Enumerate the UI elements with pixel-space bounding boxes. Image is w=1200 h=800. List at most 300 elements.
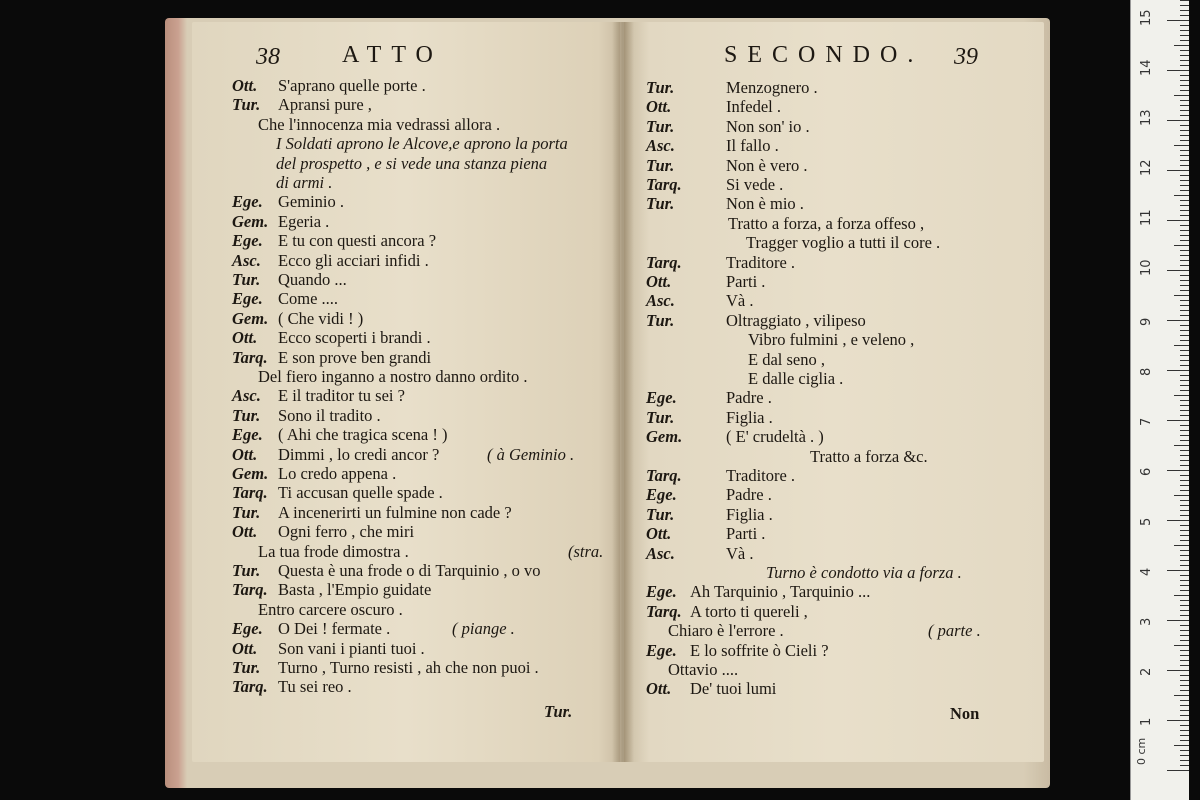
line-text: Traditore . xyxy=(726,252,796,272)
ruler-tick xyxy=(1174,145,1189,146)
ruler-tick xyxy=(1180,710,1189,711)
ruler-tick xyxy=(1180,5,1189,6)
line-text: Il fallo . xyxy=(726,136,779,156)
text-line xyxy=(232,270,347,290)
text-line xyxy=(232,192,344,212)
line-text: Infedel . xyxy=(726,97,781,117)
text-line xyxy=(748,350,825,370)
ruler-tick xyxy=(1174,645,1189,646)
ruler-tick xyxy=(1180,400,1189,401)
book-gutter xyxy=(612,22,634,762)
ruler-tick xyxy=(1180,105,1189,106)
ruler-number: 4 xyxy=(1139,567,1154,576)
catchword-left: Tur. xyxy=(544,702,573,721)
speaker-label: Ott. xyxy=(232,76,258,95)
ruler-tick xyxy=(1180,260,1189,261)
text-line xyxy=(646,156,808,176)
line-text: O Dei ! fermate . xyxy=(278,619,391,639)
line-text: Figlia . xyxy=(726,407,773,427)
ruler-tick xyxy=(1180,160,1189,161)
speaker-label: Tur. xyxy=(232,95,261,115)
speaker-label: Tur. xyxy=(232,270,261,289)
text-line xyxy=(232,251,429,271)
speaker-label: Tarq. xyxy=(232,580,268,600)
text-line xyxy=(646,505,773,525)
ruler-tick xyxy=(1180,730,1189,731)
ruler-tick xyxy=(1180,215,1189,216)
ruler-tick xyxy=(1167,470,1189,471)
line-text: Basta , l'Empio guidate xyxy=(278,580,432,600)
ruler-tick xyxy=(1180,575,1189,576)
text-line xyxy=(646,641,829,661)
speaker-label: Tur. xyxy=(232,405,261,425)
text-line xyxy=(232,425,448,445)
text-line xyxy=(232,309,363,329)
text-line xyxy=(646,78,818,98)
line-text: De' tuoi lumi xyxy=(690,679,777,699)
text-line xyxy=(232,503,512,523)
ruler-number: 1 xyxy=(1139,717,1154,726)
speaker-label: Ege. xyxy=(232,619,263,639)
speaker-label: Tarq. xyxy=(232,483,268,503)
line-text: E son prove ben grandi xyxy=(278,347,432,367)
ruler-number: 15 xyxy=(1139,9,1154,26)
line-text: E tu con questi ancora ? xyxy=(278,231,437,251)
speaker-label: Asc. xyxy=(646,136,675,156)
text-line xyxy=(646,408,773,428)
text-line xyxy=(232,464,396,484)
ruler-tick xyxy=(1167,170,1189,171)
speaker-label: Ott. xyxy=(232,638,258,658)
ruler-tick xyxy=(1180,535,1189,536)
text-line xyxy=(646,117,810,137)
ruler-tick xyxy=(1180,685,1189,686)
ruler-tick xyxy=(1180,705,1189,706)
ruler-tick xyxy=(1180,715,1189,716)
ruler-tick xyxy=(1180,430,1189,431)
speaker-label: Ott. xyxy=(232,328,258,348)
ruler-tick xyxy=(1180,15,1189,16)
ruler-number: 7 xyxy=(1139,417,1154,426)
speaker-label: Ege. xyxy=(232,289,263,309)
measuring-ruler xyxy=(1130,0,1189,800)
speaker-label: Tur. xyxy=(646,78,675,97)
text-line xyxy=(276,134,568,154)
line-text: Si vede . xyxy=(726,175,784,194)
ruler-tick xyxy=(1180,485,1189,486)
text-line xyxy=(646,136,779,156)
ruler-number: 2 xyxy=(1139,667,1154,676)
speaker-label: Tur. xyxy=(646,310,675,330)
text-line xyxy=(766,563,962,583)
line-text: A incenerirti un fulmine non cade ? xyxy=(278,502,512,522)
ruler-tick xyxy=(1180,190,1189,191)
ruler-tick xyxy=(1180,315,1189,316)
text-line xyxy=(646,582,870,602)
line-text: Tu sei reo . xyxy=(278,677,352,697)
right-page xyxy=(624,22,1044,762)
line-text: Turno , Turno resisti , ah che non puoi . xyxy=(278,658,539,677)
line-text: Và . xyxy=(726,291,754,311)
text-line xyxy=(232,619,515,639)
ruler-tick xyxy=(1180,140,1189,141)
ruler-number: 12 xyxy=(1139,159,1154,176)
text-line xyxy=(232,95,372,115)
ruler-tick xyxy=(1180,650,1189,651)
ruler-tick xyxy=(1180,125,1189,126)
text-line xyxy=(258,541,604,562)
line-text: Ah Tarquinio , Tarquinio ... xyxy=(690,582,871,602)
ruler-tick xyxy=(1174,695,1189,696)
ruler-tick xyxy=(1180,660,1189,661)
ruler-number: 14 xyxy=(1139,59,1154,76)
ruler-tick xyxy=(1180,475,1189,476)
line-text: Lo credo appena . xyxy=(278,464,397,483)
line-text: Traditore . xyxy=(726,466,796,485)
ruler-tick xyxy=(1180,185,1189,186)
line-text: Non è vero . xyxy=(726,155,808,175)
ruler-tick xyxy=(1180,355,1189,356)
ruler-tick xyxy=(1180,110,1189,111)
text-line xyxy=(646,544,754,564)
speaker-label: Asc. xyxy=(232,250,261,270)
ruler-tick xyxy=(1167,420,1189,421)
ruler-tick xyxy=(1180,500,1189,501)
ruler-tick xyxy=(1180,175,1189,176)
text-line xyxy=(232,561,540,581)
ruler-tick xyxy=(1167,220,1189,221)
line-text: Quando ... xyxy=(278,270,347,289)
line-text: Ogni ferro , che miri xyxy=(278,522,415,542)
ruler-tick xyxy=(1167,670,1189,671)
ruler-tick xyxy=(1180,405,1189,406)
ruler-tick xyxy=(1180,450,1189,451)
ruler-tick xyxy=(1180,135,1189,136)
ruler-tick xyxy=(1180,610,1189,611)
ruler-tick xyxy=(1174,395,1189,396)
line-text: Vibro fulmini , e veleno , xyxy=(748,330,915,350)
line-text: Padre . xyxy=(726,388,772,408)
text-line xyxy=(232,406,381,426)
line-text: Padre . xyxy=(726,485,772,505)
speaker-label: Asc. xyxy=(646,291,675,311)
text-line xyxy=(232,658,539,678)
line-text: Che l'innocenza mia vedrassi allora . xyxy=(258,114,501,134)
line-text: Ecco scoperti i brandi . xyxy=(278,328,431,348)
ruler-number: 11 xyxy=(1139,209,1154,226)
ruler-tick xyxy=(1180,0,1189,1)
ruler-tick xyxy=(1180,580,1189,581)
line-text: ( Ahi che tragica scena ! ) xyxy=(278,425,448,445)
ruler-tick xyxy=(1180,230,1189,231)
text-line xyxy=(232,328,431,348)
text-line xyxy=(646,427,824,447)
line-text: E lo soffrite ò Cieli ? xyxy=(690,640,829,660)
ruler-tick xyxy=(1180,340,1189,341)
ruler-tick xyxy=(1180,385,1189,386)
line-text: E dal seno , xyxy=(748,349,825,369)
text-line xyxy=(232,522,414,542)
ruler-tick xyxy=(1174,745,1189,746)
ruler-tick xyxy=(1180,465,1189,466)
speaker-label: Ege. xyxy=(232,425,263,445)
ruler-tick xyxy=(1180,410,1189,411)
ruler-tick xyxy=(1180,380,1189,381)
ruler-number: 9 xyxy=(1139,317,1154,326)
ruler-number: 8 xyxy=(1139,367,1154,376)
ruler-tick xyxy=(1180,200,1189,201)
ruler-tick xyxy=(1180,130,1189,131)
text-line xyxy=(646,175,783,195)
text-line xyxy=(232,76,426,96)
ruler-tick xyxy=(1180,75,1189,76)
line-text: Và . xyxy=(726,543,754,563)
text-line xyxy=(668,660,738,680)
text-line xyxy=(232,444,575,465)
catchword-right: Non xyxy=(950,704,980,723)
speaker-label: Tur. xyxy=(646,155,675,175)
ruler-tick xyxy=(1174,195,1189,196)
line-text: Dimmi , lo credi ancor ? xyxy=(278,444,440,464)
text-line xyxy=(646,602,808,622)
text-line xyxy=(232,212,329,232)
line-text: Turno è condotto via a forza . xyxy=(766,563,962,582)
ruler-tick xyxy=(1180,540,1189,541)
line-text: Parti . xyxy=(726,524,766,544)
ruler-number: 13 xyxy=(1139,109,1154,126)
ruler-tick xyxy=(1180,275,1189,276)
ruler-tick xyxy=(1180,515,1189,516)
speaker-label: Tarq. xyxy=(232,347,268,367)
ruler-tick xyxy=(1180,210,1189,211)
ruler-tick xyxy=(1167,320,1189,321)
ruler-tick xyxy=(1174,595,1189,596)
ruler-number: 5 xyxy=(1139,517,1154,526)
ruler-tick xyxy=(1180,60,1189,61)
ruler-tick xyxy=(1180,725,1189,726)
ruler-tick xyxy=(1180,425,1189,426)
ruler-tick xyxy=(1180,390,1189,391)
ruler-tick xyxy=(1180,30,1189,31)
line-text: ( E' crudeltà . ) xyxy=(726,427,824,447)
line-text: di armi . xyxy=(276,173,333,192)
ruler-tick xyxy=(1180,335,1189,336)
ruler-tick xyxy=(1180,525,1189,526)
text-line xyxy=(646,388,772,408)
ruler-tick xyxy=(1180,765,1189,766)
line-text: Figlia . xyxy=(726,504,773,524)
ruler-tick xyxy=(1180,350,1189,351)
text-line xyxy=(748,369,843,389)
line-text: Entro carcere oscuro . xyxy=(258,599,403,619)
ruler-tick xyxy=(1180,415,1189,416)
ruler-tick xyxy=(1180,480,1189,481)
ruler-number: 6 xyxy=(1139,467,1154,476)
ruler-tick xyxy=(1180,510,1189,511)
ruler-unit-label: 0 cm xyxy=(1135,737,1148,765)
left-page xyxy=(192,22,620,762)
ruler-tick xyxy=(1180,455,1189,456)
line-text: I Soldati aprono le Alcove,e aprono la porta xyxy=(276,134,568,154)
ruler-tick xyxy=(1180,755,1189,756)
ruler-tick xyxy=(1174,545,1189,546)
ruler-tick xyxy=(1180,165,1189,166)
text-line xyxy=(258,115,500,135)
ruler-tick xyxy=(1180,625,1189,626)
ruler-tick xyxy=(1180,300,1189,301)
speaker-label: Gem. xyxy=(232,308,269,328)
ruler-tick xyxy=(1180,240,1189,241)
speaker-label: Tur. xyxy=(232,502,261,522)
ruler-tick xyxy=(1180,115,1189,116)
ruler-tick xyxy=(1180,80,1189,81)
ruler-tick xyxy=(1180,435,1189,436)
speaker-label: Ott. xyxy=(646,272,672,291)
line-text: Ecco gli acciari infidi . xyxy=(278,250,429,270)
ruler-tick xyxy=(1167,720,1189,721)
text-line xyxy=(232,348,431,368)
speaker-label: Tarq. xyxy=(646,252,682,272)
line-text: Tragger voglio a tutti il core . xyxy=(746,233,941,253)
ruler-tick xyxy=(1180,205,1189,206)
ruler-tick xyxy=(1180,690,1189,691)
speaker-label: Ege. xyxy=(232,192,263,212)
ruler-tick xyxy=(1180,505,1189,506)
stage-direction: ( à Geminio . xyxy=(487,444,575,464)
ruler-tick xyxy=(1174,495,1189,496)
ruler-tick xyxy=(1174,45,1189,46)
text-line xyxy=(646,97,781,117)
ruler-tick xyxy=(1180,555,1189,556)
ruler-tick xyxy=(1180,225,1189,226)
text-line xyxy=(276,154,547,174)
ruler-tick xyxy=(1167,520,1189,521)
ruler-tick xyxy=(1180,305,1189,306)
page-number-right: 39 xyxy=(954,44,978,70)
line-text: Non è mio . xyxy=(726,194,804,214)
line-text: S'aprano quelle porte . xyxy=(278,76,426,95)
speaker-label: Gem. xyxy=(646,427,683,447)
speaker-label: Asc. xyxy=(646,543,675,563)
text-line xyxy=(276,173,332,193)
ruler-tick xyxy=(1180,630,1189,631)
text-line xyxy=(646,524,765,544)
text-line xyxy=(646,194,804,214)
text-line xyxy=(232,580,431,600)
ruler-tick xyxy=(1167,270,1189,271)
ruler-tick xyxy=(1180,615,1189,616)
speaker-label: Ege. xyxy=(646,582,677,602)
line-text: E il traditor tu sei ? xyxy=(278,386,405,406)
text-line xyxy=(746,233,940,253)
ruler-tick xyxy=(1180,700,1189,701)
ruler-tick xyxy=(1180,530,1189,531)
line-text: E dalle ciglia . xyxy=(748,369,844,388)
text-line xyxy=(728,214,924,234)
speaker-label: Tur. xyxy=(646,116,675,136)
speaker-label: Ege. xyxy=(646,388,677,408)
line-text: Ottavio .... xyxy=(668,660,739,679)
text-line xyxy=(646,485,772,505)
ruler-tick xyxy=(1180,310,1189,311)
text-line xyxy=(258,367,527,387)
text-line xyxy=(258,600,403,620)
speaker-label: Asc. xyxy=(232,386,261,406)
ruler-tick xyxy=(1180,155,1189,156)
ruler-tick xyxy=(1180,590,1189,591)
text-line xyxy=(646,466,795,486)
ruler-tick xyxy=(1180,585,1189,586)
line-text: Oltraggiato , vilipeso xyxy=(726,310,866,330)
speaker-label: Tarq. xyxy=(646,601,682,621)
line-text: ( Che vidi ! ) xyxy=(278,308,364,328)
text-line xyxy=(232,231,436,251)
ruler-tick xyxy=(1180,150,1189,151)
ruler-tick xyxy=(1180,285,1189,286)
ruler-tick xyxy=(1174,445,1189,446)
ruler-number: 10 xyxy=(1139,259,1154,276)
speaker-label: Tur. xyxy=(646,407,675,427)
line-text: Non son' io . xyxy=(726,116,810,136)
ruler-tick xyxy=(1167,570,1189,571)
line-text: Son vani i pianti tuoi . xyxy=(278,638,425,658)
line-text: Parti . xyxy=(726,272,766,291)
text-line xyxy=(232,483,443,503)
text-line xyxy=(232,386,405,406)
speaker-label: Ege. xyxy=(646,640,677,660)
speaker-label: Tarq. xyxy=(646,466,682,485)
stage-direction: (stra. xyxy=(568,541,604,561)
speaker-label: Ott. xyxy=(232,444,258,464)
ruler-tick xyxy=(1180,10,1189,11)
ruler-tick xyxy=(1180,560,1189,561)
ruler-tick xyxy=(1180,655,1189,656)
ruler-tick xyxy=(1180,550,1189,551)
ruler-tick xyxy=(1180,280,1189,281)
ruler-tick xyxy=(1180,365,1189,366)
speaker-label: Tarq. xyxy=(232,677,268,697)
speaker-label: Ege. xyxy=(646,485,677,505)
speaker-label: Tur. xyxy=(646,504,675,524)
line-text: Sono il tradito . xyxy=(278,405,381,425)
text-line xyxy=(748,330,914,350)
ruler-tick xyxy=(1180,255,1189,256)
speaker-label: Ege. xyxy=(232,231,263,251)
stage-direction: ( parte . xyxy=(928,621,981,641)
ruler-tick xyxy=(1180,640,1189,641)
ruler-tick xyxy=(1180,460,1189,461)
text-line xyxy=(646,679,776,699)
page-number-left: 38 xyxy=(256,44,280,70)
text-line xyxy=(810,447,928,467)
line-text: Tratto a forza, a forza offeso , xyxy=(728,213,925,233)
ruler-tick xyxy=(1180,440,1189,441)
speaker-label: Ott. xyxy=(646,524,672,544)
ruler-tick xyxy=(1180,235,1189,236)
speaker-label: Ott. xyxy=(232,522,258,542)
text-line xyxy=(232,639,425,659)
text-line xyxy=(646,311,866,331)
line-text: Tratto a forza &c. xyxy=(810,446,928,466)
ruler-tick xyxy=(1180,90,1189,91)
ruler-tick xyxy=(1180,330,1189,331)
ruler-tick xyxy=(1180,40,1189,41)
ruler-tick xyxy=(1180,50,1189,51)
ruler-tick xyxy=(1180,635,1189,636)
speaker-label: Tur. xyxy=(646,194,675,214)
speaker-label: Tarq. xyxy=(646,175,682,194)
stage-direction: ( piange . xyxy=(452,619,515,639)
